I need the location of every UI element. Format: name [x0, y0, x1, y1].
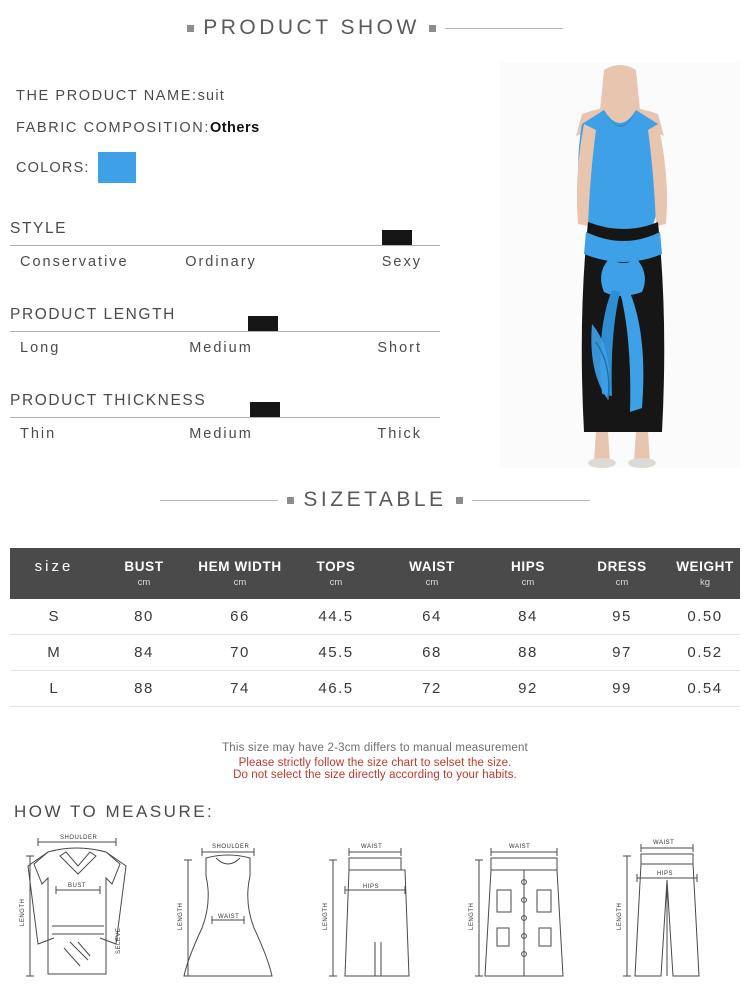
col-header-hips: HIPS	[482, 548, 574, 577]
size-table-body	[10, 599, 740, 707]
attribute-length-marker	[248, 316, 278, 331]
decor-square-icon	[456, 497, 463, 504]
attribute-length-option-short: Short	[377, 340, 422, 356]
fabric-line	[16, 120, 486, 136]
shirt-diagram-icon	[8, 830, 151, 996]
size-table-header-row	[10, 548, 740, 577]
color-swatch-blue[interactable]	[98, 152, 136, 183]
label-waist: WAIST	[218, 914, 240, 920]
col-header-tops: TOPS	[290, 548, 382, 577]
decor-rule	[160, 500, 278, 501]
cell-waist: 72	[382, 671, 482, 707]
diagram-long-skirt	[305, 830, 448, 996]
size-table-head	[10, 548, 740, 599]
note-do-not-guess: Do not select the size directly according to your habits.	[233, 769, 517, 781]
label-length: LENGTH	[322, 902, 329, 930]
how-to-measure-title: HOW TO MEASURE:	[14, 802, 215, 821]
cell-bust: 80	[98, 599, 190, 635]
cell-size: M	[10, 635, 98, 671]
unit-hem-width: cm	[190, 577, 290, 599]
label-waist: WAIST	[360, 844, 382, 850]
label-hips: HIPS	[362, 884, 379, 890]
cell-bust: 88	[98, 671, 190, 707]
colors-row	[16, 152, 486, 183]
decor-square-icon	[429, 25, 436, 32]
cell-weight: 0.52	[670, 635, 740, 671]
size-table-unit-row	[10, 577, 740, 599]
cell-dress: 95	[574, 599, 670, 635]
attribute-style	[10, 220, 450, 270]
label-bust: BUST	[68, 883, 87, 889]
attribute-style-option-conservative: Conservative	[20, 254, 129, 270]
cell-size: L	[10, 671, 98, 707]
attribute-thickness-scale	[10, 417, 440, 418]
note-measurement-tolerance: This size may have 2-3cm differs to manual measurement	[222, 742, 528, 754]
sizetable-heading	[0, 488, 750, 512]
attribute-length-title: PRODUCT LENGTH	[10, 306, 176, 323]
cell-waist: 64	[382, 599, 482, 635]
note-follow-chart: Please strictly follow the size chart to selset the size.	[238, 757, 512, 769]
decor-rule	[472, 500, 590, 501]
label-waist: WAIST	[508, 844, 531, 850]
col-header-dress: DRESS	[574, 548, 670, 577]
product-show-heading	[0, 16, 750, 40]
attribute-length-option-medium: Medium	[189, 340, 253, 356]
cell-hem-width: 66	[190, 599, 290, 635]
unit-waist: cm	[382, 577, 482, 599]
attribute-thickness-option-thin: Thin	[20, 426, 57, 442]
attribute-thickness-marker	[250, 402, 280, 417]
attribute-product-thickness	[10, 392, 450, 442]
col-header-bust: BUST	[98, 548, 190, 577]
label-sleeve: SELEVE	[116, 927, 122, 954]
label-waist: WAIST	[653, 840, 675, 846]
cell-hips: 84	[482, 599, 574, 635]
attribute-thickness-title: PRODUCT THICKNESS	[10, 392, 207, 409]
unit-bust: cm	[98, 577, 190, 599]
size-table-element	[10, 548, 740, 707]
unit-size	[10, 577, 98, 599]
attribute-product-length	[10, 306, 450, 356]
label-hips: HIPS	[657, 871, 674, 877]
size-notes	[0, 742, 750, 781]
cell-waist: 68	[382, 635, 482, 671]
long-skirt-diagram-icon	[305, 830, 448, 996]
attribute-style-option-ordinary: Ordinary	[185, 254, 257, 270]
product-name-line	[16, 88, 486, 104]
cell-tops: 44.5	[290, 599, 382, 635]
diagram-short-skirt	[453, 830, 596, 996]
col-header-weight: WEIGHT	[670, 548, 740, 577]
cell-hem-width: 74	[190, 671, 290, 707]
model-photo-illustration	[500, 62, 740, 468]
attribute-length-option-long: Long	[20, 340, 61, 356]
cell-hem-width: 70	[190, 635, 290, 671]
diagram-shirt	[8, 830, 151, 996]
cell-bust: 84	[98, 635, 190, 671]
cell-tops: 45.5	[290, 635, 382, 671]
col-header-hem-width: HEM WIDTH	[190, 548, 290, 577]
label-length: LENGTH	[468, 902, 475, 930]
unit-hips: cm	[482, 577, 574, 599]
diagram-dress	[156, 830, 299, 996]
model-photo	[500, 62, 740, 468]
label-shoulder: SHOULDER	[60, 835, 98, 841]
cell-weight: 0.50	[670, 599, 740, 635]
decor-rule	[445, 28, 563, 29]
attribute-style-option-sexy: Sexy	[381, 254, 422, 270]
attribute-length-options	[10, 340, 440, 356]
unit-dress: cm	[574, 577, 670, 599]
attribute-style-scale	[10, 245, 440, 246]
attribute-style-title: STYLE	[10, 220, 68, 237]
col-header-size: size	[10, 548, 98, 577]
label-length: LENGTH	[20, 898, 26, 926]
measure-diagrams	[8, 828, 744, 996]
attribute-style-options	[10, 254, 440, 270]
col-header-waist: WAIST	[382, 548, 482, 577]
label-shoulder: SHOULDER	[212, 844, 250, 850]
decor-square-icon	[187, 25, 194, 32]
attribute-thickness-options	[10, 426, 440, 442]
cell-size: S	[10, 599, 98, 635]
attribute-length-scale	[10, 331, 440, 332]
label-length: LENGTH	[617, 902, 623, 930]
decor-square-icon	[287, 497, 294, 504]
attribute-thickness-option-medium: Medium	[189, 426, 253, 442]
cell-hips: 92	[482, 671, 574, 707]
colors-label: COLORS:	[16, 159, 90, 176]
product-show-title: PRODUCT SHOW	[203, 16, 420, 39]
cell-weight: 0.54	[670, 671, 740, 707]
cell-dress: 97	[574, 635, 670, 671]
table-row	[10, 635, 740, 671]
label-length: LENGTH	[178, 902, 185, 930]
attribute-style-marker	[382, 230, 412, 245]
cell-dress: 99	[574, 671, 670, 707]
product-name-label: THE PRODUCT NAME:	[16, 88, 198, 104]
diagram-pants	[601, 830, 744, 996]
cell-tops: 46.5	[290, 671, 382, 707]
product-name-value: suit	[197, 88, 225, 104]
fabric-label: FABRIC COMPOSITION:	[16, 120, 210, 136]
product-info-block	[16, 88, 486, 191]
short-skirt-diagram-icon	[453, 830, 596, 996]
unit-weight: kg	[670, 577, 740, 599]
size-table	[10, 548, 740, 707]
unit-tops: cm	[290, 577, 382, 599]
pants-diagram-icon	[601, 830, 744, 996]
cell-hips: 88	[482, 635, 574, 671]
table-row	[10, 599, 740, 635]
sizetable-title: SIZETABLE	[303, 488, 447, 511]
fabric-value: Others	[209, 120, 260, 136]
table-row	[10, 671, 740, 707]
attribute-thickness-option-thick: Thick	[377, 426, 422, 442]
dress-diagram-icon	[156, 830, 299, 996]
